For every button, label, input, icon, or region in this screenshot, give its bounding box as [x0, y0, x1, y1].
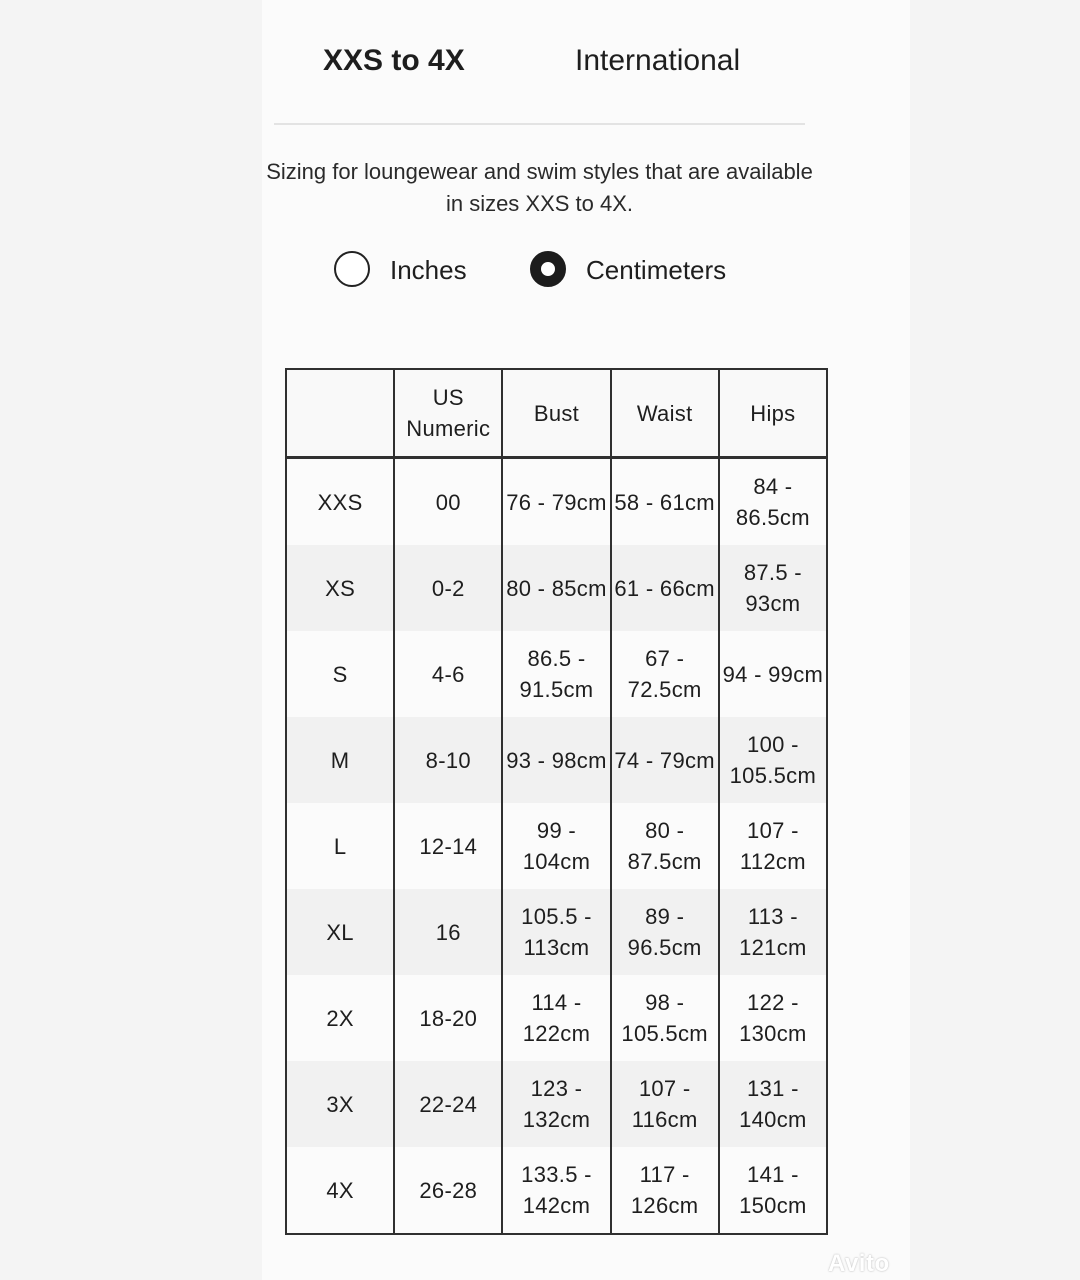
cell-size — [286, 1147, 394, 1234]
cell-waist — [611, 1147, 719, 1234]
cell-size — [286, 631, 394, 717]
cell-us-numeric — [394, 717, 502, 803]
cell-waist-value: 67 - 72.5cm — [627, 646, 702, 702]
cell-bust-value: 86.5 - 91.5cm — [519, 646, 594, 702]
table-row — [286, 545, 827, 631]
cell-waist-value: 98 - 105.5cm — [621, 990, 708, 1046]
cell-hips-value: 113 - 121cm — [739, 904, 807, 960]
cell-size-value: M — [330, 747, 350, 773]
table-row — [286, 717, 827, 803]
cell-waist — [611, 631, 719, 717]
cell-hips-value: 131 - 140cm — [739, 1076, 807, 1132]
cell-waist-value: 61 - 66cm — [614, 575, 715, 601]
cell-waist-value: 58 - 61cm — [614, 489, 715, 515]
cell-size — [286, 889, 394, 975]
cell-bust-value: 76 - 79cm — [506, 489, 607, 515]
cell-hips — [719, 889, 827, 975]
cell-bust — [502, 458, 610, 546]
table-row — [286, 1061, 827, 1147]
cell-us-numeric — [394, 458, 502, 546]
cell-waist — [611, 458, 719, 546]
cell-hips — [719, 1147, 827, 1234]
cell-waist-value: 117 - 126cm — [630, 1162, 699, 1218]
radio-unselected-icon[interactable] — [334, 251, 370, 287]
size-chart-table — [285, 368, 828, 1235]
tab-xxs-to-4x[interactable]: XXS to 4X — [323, 44, 465, 77]
radio-selected-icon[interactable] — [530, 251, 566, 287]
header-us-numeric-label: US Numeric — [406, 385, 491, 441]
cell-us-numeric-value: 00 — [435, 489, 461, 515]
cell-bust-value: 93 - 98cm — [506, 747, 607, 773]
cell-us-numeric — [394, 1147, 502, 1234]
cell-size-value: XS — [325, 575, 356, 601]
cell-us-numeric — [394, 975, 502, 1061]
avito-watermark: Avito — [828, 1250, 890, 1277]
unit-label-inches: Inches — [390, 255, 467, 285]
cell-hips — [719, 717, 827, 803]
cell-hips — [719, 1061, 827, 1147]
cell-hips-value: 141 - 150cm — [739, 1162, 807, 1218]
cell-us-numeric-value: 12-14 — [419, 833, 478, 859]
cell-size — [286, 545, 394, 631]
cell-hips-value: 87.5 - 93cm — [743, 560, 802, 616]
cell-size-value: 3X — [326, 1091, 354, 1117]
cell-bust — [502, 717, 610, 803]
cell-bust — [502, 889, 610, 975]
cell-bust-value: 105.5 - 113cm — [521, 904, 592, 960]
cell-waist-value: 74 - 79cm — [614, 747, 715, 773]
cell-size-value: 2X — [326, 1005, 354, 1031]
cell-bust-value: 114 - 122cm — [522, 990, 591, 1046]
cell-us-numeric-value: 18-20 — [419, 1005, 478, 1031]
unit-label-centimeters: Centimeters — [586, 255, 727, 285]
cell-hips-value: 100 - 105.5cm — [729, 732, 817, 788]
cell-bust — [502, 803, 610, 889]
cell-size — [286, 803, 394, 889]
cell-size-value: L — [333, 833, 347, 859]
header-us-numeric — [394, 369, 502, 458]
cell-waist-value: 89 - 96.5cm — [627, 904, 702, 960]
sizing-description: Sizing for loungewear and swim styles that are available in sizes XXS to 4X. — [266, 159, 813, 216]
cell-bust — [502, 545, 610, 631]
cell-us-numeric — [394, 1061, 502, 1147]
cell-us-numeric — [394, 631, 502, 717]
cell-waist — [611, 717, 719, 803]
cell-hips-value: 122 - 130cm — [739, 990, 807, 1046]
table-row — [286, 889, 827, 975]
cell-hips — [719, 975, 827, 1061]
cell-waist — [611, 889, 719, 975]
unit-toggle — [334, 250, 794, 292]
cell-bust — [502, 1147, 610, 1234]
cell-waist — [611, 1061, 719, 1147]
cell-bust-value: 80 - 85cm — [506, 575, 607, 601]
cell-size — [286, 717, 394, 803]
cell-waist — [611, 803, 719, 889]
cell-us-numeric-value: 16 — [435, 919, 461, 945]
size-tabs — [274, 0, 805, 124]
tab-international[interactable]: International — [575, 44, 741, 77]
header-hips: Hips — [719, 369, 827, 458]
table-row — [286, 803, 827, 889]
cell-hips — [719, 458, 827, 546]
cell-hips-value: 107 - 112cm — [739, 818, 806, 874]
cell-waist — [611, 545, 719, 631]
header-waist: Waist — [611, 369, 719, 458]
table-row — [286, 975, 827, 1061]
cell-waist-value: 107 - 116cm — [631, 1076, 698, 1132]
cell-us-numeric-value: 22-24 — [419, 1091, 478, 1117]
cell-us-numeric-value: 26-28 — [419, 1177, 478, 1203]
cell-bust-value: 123 - 132cm — [522, 1076, 591, 1132]
cell-us-numeric-value: 8-10 — [425, 747, 471, 773]
cell-bust — [502, 1061, 610, 1147]
cell-bust-value: 133.5 - 142cm — [521, 1162, 592, 1218]
cell-waist-value: 80 - 87.5cm — [627, 818, 702, 874]
table-row — [286, 1147, 827, 1234]
cell-bust-value: 99 - 104cm — [522, 818, 591, 874]
cell-hips — [719, 631, 827, 717]
table-row — [286, 631, 827, 717]
cell-hips-value: 84 - 86.5cm — [735, 474, 810, 530]
cell-size-value: XL — [326, 919, 354, 945]
cell-us-numeric — [394, 889, 502, 975]
table-header-row — [286, 369, 827, 458]
cell-hips — [719, 803, 827, 889]
cell-hips — [719, 545, 827, 631]
cell-bust — [502, 631, 610, 717]
cell-us-numeric-value: 0-2 — [431, 575, 465, 601]
cell-size — [286, 458, 394, 546]
cell-size-value: XXS — [317, 489, 363, 515]
header-bust: Bust — [502, 369, 610, 458]
cell-us-numeric-value: 4-6 — [431, 661, 465, 687]
tabs-divider — [274, 123, 805, 125]
cell-size-value: 4X — [326, 1177, 354, 1203]
cell-us-numeric — [394, 803, 502, 889]
cell-waist — [611, 975, 719, 1061]
header-size — [286, 369, 394, 458]
cell-bust — [502, 975, 610, 1061]
cell-us-numeric — [394, 545, 502, 631]
cell-size-value: S — [332, 661, 348, 687]
cell-size — [286, 975, 394, 1061]
table-row — [286, 458, 827, 546]
cell-hips-value: 94 - 99cm — [722, 661, 824, 687]
cell-size — [286, 1061, 394, 1147]
